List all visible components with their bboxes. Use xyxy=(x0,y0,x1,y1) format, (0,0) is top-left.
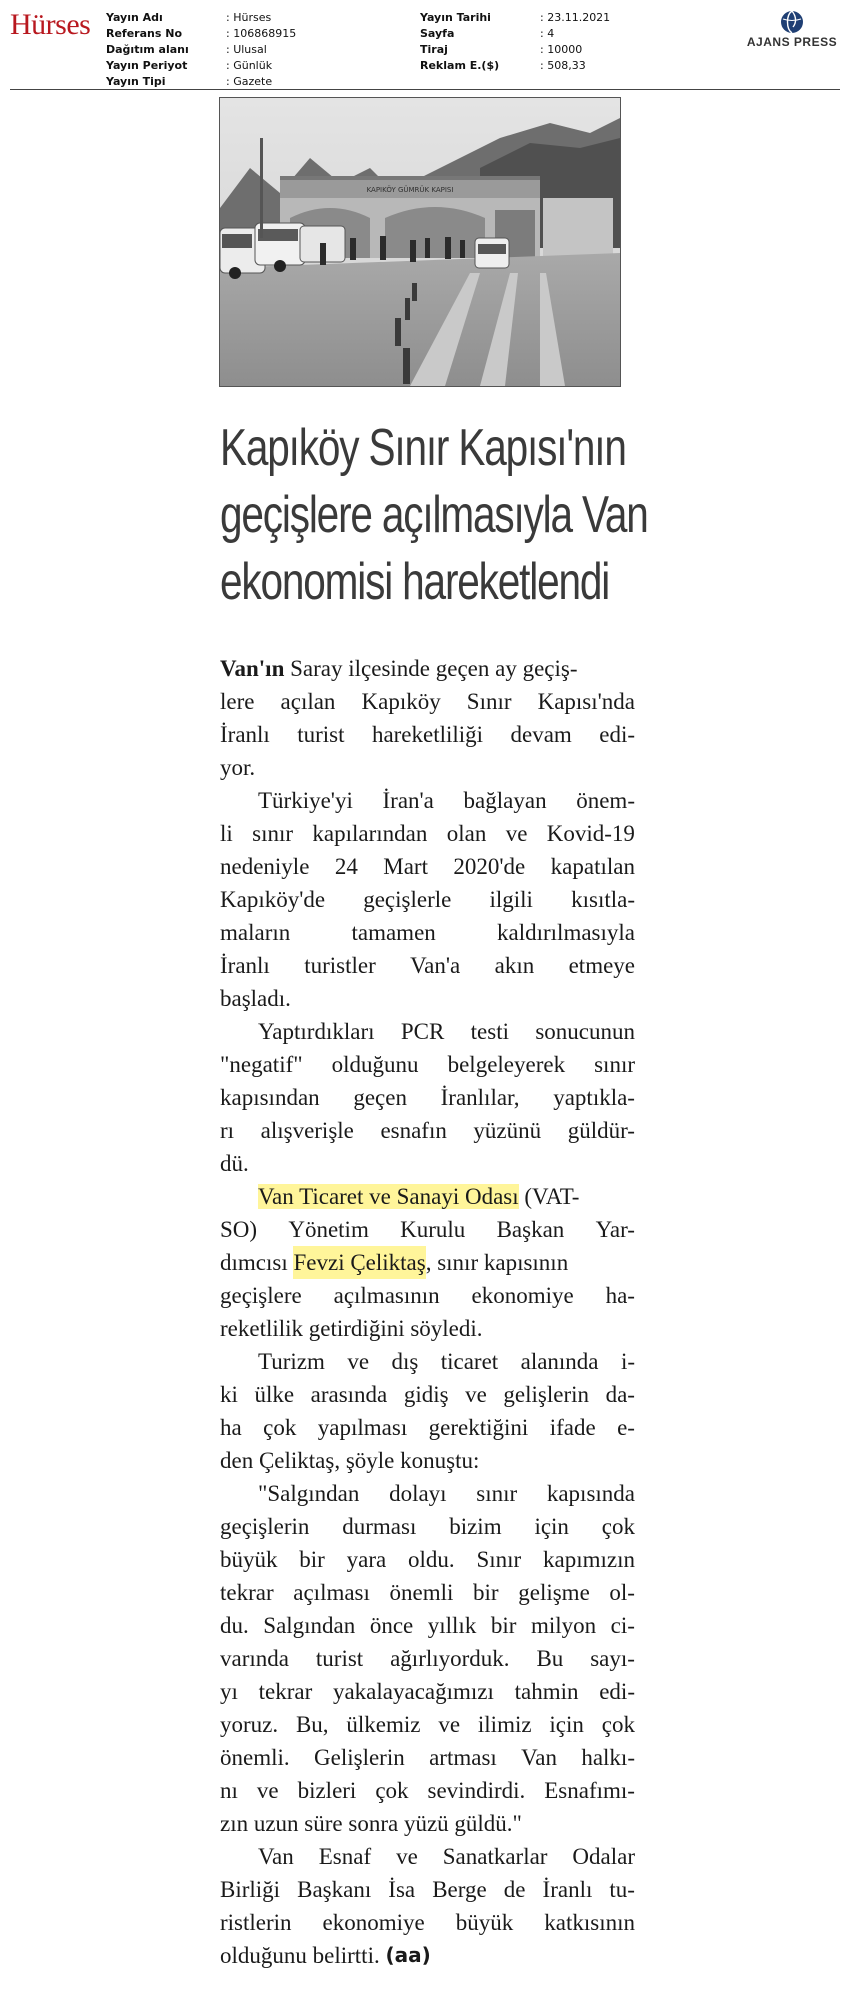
body-line xyxy=(220,1378,635,1411)
body-line xyxy=(220,1411,635,1444)
body-word: Gelişlerin xyxy=(314,1745,405,1770)
body-word: Esnafımı- xyxy=(544,1778,635,1803)
body-word: arasında xyxy=(310,1382,388,1407)
body-word: edi- xyxy=(599,722,635,747)
body-word: ülkemiz xyxy=(346,1712,421,1737)
body-line xyxy=(220,817,635,850)
clipping-header xyxy=(0,0,850,92)
body-word: ülke xyxy=(254,1382,295,1407)
body-word: i- xyxy=(620,1349,635,1374)
meta-value: : 4 xyxy=(540,27,555,40)
body-line xyxy=(220,1345,635,1378)
meta-value: : Ulusal xyxy=(226,43,267,56)
meta-value: : Hürses xyxy=(226,11,272,24)
body-word: milyon xyxy=(530,1613,597,1638)
body-word: katkısının xyxy=(544,1910,635,1935)
body-word: geçen xyxy=(353,1085,407,1110)
body-word: yıllık xyxy=(427,1613,477,1638)
body-word: İranlı xyxy=(220,722,270,747)
body-line xyxy=(220,850,635,883)
body-word: ki xyxy=(220,1382,238,1407)
body-word: Odalar xyxy=(572,1844,635,1869)
body-word: geçişlerle xyxy=(363,887,452,912)
body-word: Mart xyxy=(383,854,428,879)
meta-row xyxy=(106,26,296,42)
headline-line: Kapıköy Sınır Kapısı'nın xyxy=(220,419,626,477)
body-word: Sanatkarlar xyxy=(442,1844,548,1869)
body-line xyxy=(220,1180,635,1213)
body-word: Kurulu xyxy=(400,1217,466,1242)
body-word: büyük xyxy=(220,1547,278,1572)
body-word: çok xyxy=(601,1514,635,1539)
body-word: açılması xyxy=(293,1580,370,1605)
body-word: kapısından xyxy=(220,1085,320,1110)
body-word: Van'a xyxy=(410,953,461,978)
agency-name: AJANS PRESS xyxy=(746,35,838,49)
body-line xyxy=(220,916,635,949)
body-word: akın xyxy=(494,953,535,978)
body-word: nı xyxy=(220,1778,238,1803)
body-word: yı xyxy=(220,1679,238,1704)
body-word: önem- xyxy=(576,788,635,813)
body-word: ilimiz xyxy=(477,1712,532,1737)
body-line xyxy=(220,1048,635,1081)
body-word: sayı- xyxy=(590,1646,635,1671)
body-word: gelişme xyxy=(518,1580,590,1605)
body-word: Kapıköy xyxy=(361,689,441,714)
body-word: gelişlerin xyxy=(503,1382,589,1407)
quote-line xyxy=(220,1642,635,1675)
body-word: Berge xyxy=(432,1877,487,1902)
body-word: Kapısı'nda xyxy=(537,689,635,714)
meta-label: Yayın Adı xyxy=(106,11,163,24)
body-word: çok xyxy=(375,1778,409,1803)
body-word: ci- xyxy=(610,1613,635,1638)
body-word: ve xyxy=(505,821,528,846)
body-word: li xyxy=(220,821,233,846)
body-word: artması xyxy=(429,1745,497,1770)
body-word: alışverişle xyxy=(260,1118,354,1143)
body-word: tekrar xyxy=(258,1679,313,1704)
body-line xyxy=(220,1279,635,1312)
body-word: önemli. xyxy=(220,1745,290,1770)
highlighted-person: Fevzi Çeliktaş xyxy=(293,1246,425,1279)
body-word: Van xyxy=(521,1745,557,1770)
body-word: Esnaf xyxy=(318,1844,372,1869)
body-word: tekrar xyxy=(220,1580,274,1605)
body-line xyxy=(220,1213,635,1246)
body-word: sınır xyxy=(476,1481,518,1506)
body-word: esnafın xyxy=(380,1118,447,1143)
body-word: yaptıkla- xyxy=(553,1085,635,1110)
body-line: başladı. xyxy=(220,986,291,1011)
body-word: kapatılan xyxy=(550,854,635,879)
body-text: dımcısı xyxy=(220,1250,288,1275)
body-word: İran'a xyxy=(382,788,434,813)
body-word: olan xyxy=(446,821,487,846)
body-word: turist xyxy=(297,722,345,747)
body-word: ve xyxy=(396,1844,418,1869)
body-word: ve xyxy=(347,1349,370,1374)
body-line xyxy=(220,883,635,916)
body-word: sonucunun xyxy=(535,1019,635,1044)
globe-icon xyxy=(780,10,804,34)
body-word: geçişlerin xyxy=(220,1514,310,1539)
meta-value: : 508,33 xyxy=(540,59,586,72)
meta-label: Referans No xyxy=(106,27,182,40)
headline-line: geçişlere açılmasıyla Van xyxy=(220,486,648,544)
body-line xyxy=(220,949,635,982)
quote-line xyxy=(220,1576,635,1609)
quote-line: zın uzun süre sonra yüzü güldü." xyxy=(220,1811,522,1836)
body-word: dolayı xyxy=(389,1481,447,1506)
body-word: Bu, xyxy=(295,1712,329,1737)
body-word: ilgili xyxy=(489,887,533,912)
body-line xyxy=(220,652,635,685)
body-word: nedeniyle xyxy=(220,854,310,879)
meta-row xyxy=(420,42,610,58)
meta-label: Yayın Tarihi xyxy=(420,11,491,24)
body-word: ekonomiye xyxy=(471,1283,574,1308)
body-word: kaldırılmasıyla xyxy=(497,920,635,945)
body-word: bizleri xyxy=(297,1778,357,1803)
body-line xyxy=(220,1906,635,1939)
body-word: çok xyxy=(601,1712,635,1737)
body-word: Salgından xyxy=(263,1613,356,1638)
body-word: için xyxy=(549,1712,584,1737)
meta-row xyxy=(106,58,296,74)
publication-meta-right xyxy=(420,10,610,74)
quote-line xyxy=(220,1477,635,1510)
body-line xyxy=(220,1081,635,1114)
body-word: bir xyxy=(473,1580,499,1605)
quote-line xyxy=(220,1708,635,1741)
body-word: güldür- xyxy=(567,1118,635,1143)
body-word: turist xyxy=(315,1646,364,1671)
body-word: Kapıköy'de xyxy=(220,887,326,912)
body-word: varında xyxy=(220,1646,289,1671)
body-line xyxy=(220,685,635,718)
meta-row xyxy=(106,10,296,26)
body-word: rı xyxy=(220,1118,235,1143)
meta-row xyxy=(106,42,296,58)
body-word: İsa xyxy=(388,1877,416,1902)
body-line: dü. xyxy=(220,1151,249,1176)
article-headline xyxy=(220,415,648,616)
meta-label: Sayfa xyxy=(420,27,455,40)
body-word: etmeye xyxy=(568,953,635,978)
meta-value: : 106868915 xyxy=(226,27,297,40)
body-word: yüzünü xyxy=(473,1118,542,1143)
body-word: Bu xyxy=(536,1646,564,1671)
body-word: bir xyxy=(299,1547,325,1572)
body-line: yor. xyxy=(220,755,256,780)
meta-row xyxy=(420,58,610,74)
meta-value: : Gazete xyxy=(226,75,273,88)
body-word: açılmasının xyxy=(333,1283,440,1308)
body-word: kapımızın xyxy=(543,1547,635,1572)
body-word: tu- xyxy=(609,1877,635,1902)
body-word: "negatif" xyxy=(220,1052,303,1077)
body-line xyxy=(220,1840,635,1873)
body-word: ve xyxy=(465,1382,487,1407)
body-word: İranlılar, xyxy=(440,1085,520,1110)
body-word: bir xyxy=(490,1613,517,1638)
body-word: gerektiğini xyxy=(428,1415,529,1440)
body-word: 2020'de xyxy=(453,854,526,879)
meta-value: : 23.11.2021 xyxy=(540,11,611,24)
body-word: yoruz. xyxy=(220,1712,279,1737)
body-line: reketlilik getirdiğini söyledi. xyxy=(220,1316,483,1341)
body-word: sevindirdi. xyxy=(427,1778,526,1803)
body-word: ifade xyxy=(549,1415,596,1440)
body-word: tamamen xyxy=(351,920,436,945)
meta-row xyxy=(420,26,610,42)
meta-label: Reklam E.($) xyxy=(420,59,500,72)
body-line xyxy=(220,1114,635,1147)
body-word: ve xyxy=(438,1712,461,1737)
body-word: ekonomiye xyxy=(322,1910,425,1935)
body-word: çok xyxy=(263,1415,297,1440)
body-word: sınır xyxy=(252,821,294,846)
body-word: Türkiye'yi xyxy=(258,788,353,813)
quote-line xyxy=(220,1543,635,1576)
body-line xyxy=(220,784,635,817)
body-word: du. xyxy=(220,1613,249,1638)
body-word: Sınır xyxy=(466,689,512,714)
publication-logo: Hürses xyxy=(10,8,91,41)
body-word: turistler xyxy=(304,953,376,978)
body-word: yapılması xyxy=(317,1415,408,1440)
body-word: oldu. xyxy=(408,1547,455,1572)
body-word: ristlerin xyxy=(220,1910,292,1935)
body-word: ve xyxy=(256,1778,279,1803)
photo-sign-text: KAPIKÖY GÜMRÜK KAPISI xyxy=(366,186,454,194)
meta-label: Yayın Tipi xyxy=(106,75,166,88)
quote-line xyxy=(220,1609,635,1642)
body-word: hareketliliği xyxy=(371,722,484,747)
body-word: lere xyxy=(220,689,255,714)
body-word: Sınır xyxy=(476,1547,522,1572)
meta-row xyxy=(106,74,296,90)
body-word: ha xyxy=(220,1415,242,1440)
meta-value: : Günlük xyxy=(226,59,273,72)
meta-label: Dağıtım alanı xyxy=(106,43,189,56)
body-word: Başkan xyxy=(496,1217,565,1242)
body-line xyxy=(220,718,635,751)
body-word: geçişlere xyxy=(220,1283,302,1308)
body-word: gidiş xyxy=(403,1382,449,1407)
quote-line xyxy=(220,1675,635,1708)
body-line xyxy=(220,1873,635,1906)
body-word: olduğunu xyxy=(331,1052,419,1077)
body-word: devam xyxy=(510,722,572,747)
meta-label: Yayın Periyot xyxy=(106,59,188,72)
body-word: ol- xyxy=(609,1580,635,1605)
body-word: Birliği xyxy=(220,1877,281,1902)
meta-value: : 10000 xyxy=(540,43,583,56)
highlighted-organization: Van Ticaret ve Sanayi Odası xyxy=(258,1184,519,1209)
body-word: bağlayan xyxy=(463,788,547,813)
body-word: dış xyxy=(391,1349,419,1374)
quote-line xyxy=(220,1741,635,1774)
body-word: Van xyxy=(258,1844,294,1869)
body-word: önce xyxy=(369,1613,414,1638)
body-word: kapısında xyxy=(546,1481,635,1506)
body-word: önemli xyxy=(389,1580,454,1605)
body-word: alanında xyxy=(520,1349,599,1374)
body-word: "Salgından xyxy=(258,1481,360,1506)
lead-word: Van'ın xyxy=(220,656,285,681)
body-line: den Çeliktaş, şöyle konuştu: xyxy=(220,1448,480,1473)
body-word: maların xyxy=(220,920,291,945)
body-word: yara xyxy=(346,1547,387,1572)
body-word: açılan xyxy=(280,689,336,714)
body-text: olduğunu belirtti. xyxy=(220,1943,380,1968)
body-word: için xyxy=(534,1514,569,1539)
meta-row xyxy=(420,10,610,26)
body-text: (VAT- xyxy=(524,1184,580,1209)
body-word: PCR xyxy=(400,1019,445,1044)
body-word: İranlı xyxy=(220,953,270,978)
body-word: e- xyxy=(617,1415,635,1440)
meta-label: Tiraj xyxy=(420,43,448,56)
body-word: kısıtla- xyxy=(571,887,635,912)
body-word: halkı- xyxy=(581,1745,635,1770)
body-word: testi xyxy=(470,1019,509,1044)
body-word: ağırlıyorduk. xyxy=(390,1646,510,1671)
body-word: yakalayacağımızı xyxy=(332,1679,494,1704)
body-word: Kovid-19 xyxy=(546,821,635,846)
body-word: ticaret xyxy=(440,1349,499,1374)
body-word: Yar- xyxy=(595,1217,635,1242)
quote-line xyxy=(220,1510,635,1543)
body-text: , sınır kapısının xyxy=(425,1250,569,1275)
body-line xyxy=(220,1939,635,1972)
body-word: Turizm xyxy=(258,1349,325,1374)
header-divider xyxy=(10,89,840,90)
article-body xyxy=(220,652,635,1972)
body-word: 24 xyxy=(334,854,358,879)
headline-line: ekonomisi hareketlendi xyxy=(220,553,610,611)
body-word: Yönetim xyxy=(288,1217,369,1242)
article-photo xyxy=(219,97,621,387)
body-line xyxy=(220,1015,635,1048)
body-word: ha- xyxy=(605,1283,635,1308)
body-line xyxy=(220,1246,635,1279)
body-word: sınır xyxy=(594,1052,635,1077)
publication-meta-left xyxy=(106,10,296,90)
body-word: durması xyxy=(342,1514,417,1539)
body-word: de xyxy=(503,1877,526,1902)
body-text: Saray ilçesinde geçen ay geçiş- xyxy=(290,656,578,681)
body-word: Yaptırdıkları xyxy=(258,1019,375,1044)
body-word: tahmin xyxy=(514,1679,579,1704)
body-word: belgeleyerek xyxy=(447,1052,566,1077)
body-word: kapılarından xyxy=(312,821,428,846)
body-word: da- xyxy=(605,1382,635,1407)
agency-logo xyxy=(742,10,842,49)
body-word: SO) xyxy=(220,1217,258,1242)
source-credit: (aa) xyxy=(385,1943,431,1967)
quote-line xyxy=(220,1774,635,1807)
body-word: Başkanı xyxy=(297,1877,372,1902)
body-word: büyük xyxy=(455,1910,514,1935)
body-word: İranlı xyxy=(542,1877,593,1902)
body-word: edi- xyxy=(599,1679,635,1704)
body-word: bizim xyxy=(449,1514,502,1539)
